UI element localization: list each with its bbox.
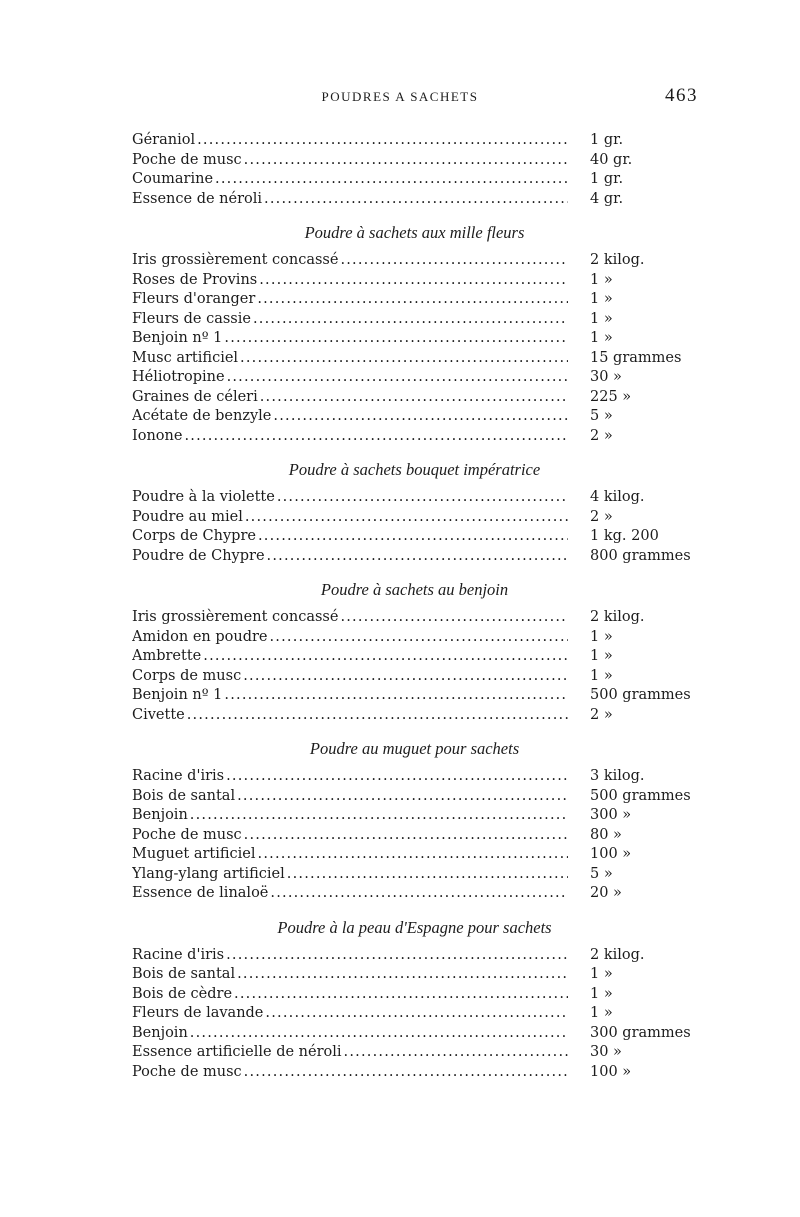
ingredient-name: Poudre au miel ..... — [132, 508, 568, 528]
recipe-section — [132, 131, 697, 209]
ingredient-quantity: 40 gr. — [590, 151, 633, 168]
ingredient-quantity: 2 » — [590, 706, 613, 723]
ingredient-quantity: 1 » — [590, 648, 613, 664]
ingredient-quantity: 5 » — [590, 408, 613, 424]
ingredient-row — [132, 131, 697, 151]
ingredient-name: Musc artificiel ..... — [132, 349, 568, 369]
ingredient-row — [132, 427, 697, 447]
ingredient-row — [132, 767, 697, 787]
recipe-heading: Poudre à sachets aux mille fleurs — [304, 223, 525, 242]
ingredient-row — [132, 329, 697, 349]
ingredient-quantity: 15 grammes — [590, 349, 682, 366]
running-title: POUDRES A SACHETS — [321, 89, 479, 104]
ingredient-name: Benjoin ..... — [132, 1024, 568, 1044]
ingredient-row — [132, 151, 697, 171]
ingredient-row — [132, 787, 697, 807]
ingredient-quantity: 1 » — [590, 667, 613, 684]
ingredient-name: Bois de santal ..... — [132, 787, 568, 807]
ingredient-quantity: 30 » — [590, 369, 622, 385]
ingredient-quantity: 1 » — [590, 310, 613, 327]
ingredient-row — [132, 310, 697, 330]
ingredient-name: Iris grossièrement concassé ..... — [132, 608, 568, 628]
ingredient-row — [132, 290, 697, 310]
ingredient-name: Corps de Chypre ..... — [132, 527, 568, 547]
ingredient-quantity: 2 kilog. — [590, 252, 645, 268]
ingredient-quantity: 4 kilog. — [590, 489, 645, 505]
ingredient-name: Fleurs de cassie ..... — [132, 310, 568, 330]
ingredient-row — [132, 826, 697, 846]
ingredient-name: Amidon en poudre ..... — [132, 628, 568, 648]
ingredient-row — [132, 985, 697, 1005]
ingredient-row — [132, 706, 697, 726]
ingredient-name: Essence de néroli ..... — [132, 190, 568, 210]
page-number: 463 — [665, 85, 698, 106]
recipe-heading: Poudre au muguet pour sachets — [309, 739, 520, 758]
ingredient-name: Poche de musc ..... — [132, 1063, 568, 1083]
ingredient-quantity: 2 kilog. — [590, 609, 645, 625]
ingredient-row — [132, 647, 697, 667]
ingredient-row — [132, 508, 697, 528]
ingredient-row — [132, 608, 697, 628]
recipe-section — [132, 735, 697, 904]
ingredient-quantity: 5 » — [590, 865, 613, 882]
ingredient-name: Coumarine ..... — [132, 170, 568, 190]
ingredient-quantity: 2 » — [590, 508, 613, 525]
ingredient-row — [132, 349, 697, 369]
recipe-section — [132, 456, 697, 566]
ingredient-row — [132, 845, 697, 865]
ingredient-row — [132, 388, 697, 408]
ingredient-name: Roses de Provins ..... — [132, 271, 568, 291]
recipe-section — [132, 219, 697, 446]
ingredient-name: Benjoin nº 1 ..... — [132, 329, 568, 349]
ingredient-name: Essence de linaloë ..... — [132, 884, 568, 904]
ingredient-name: Racine d'iris ..... — [132, 767, 568, 787]
ingredient-row — [132, 686, 697, 706]
ingredient-quantity: 100 » — [590, 1063, 632, 1080]
ingredient-row — [132, 1063, 697, 1083]
ingredient-row — [132, 527, 697, 547]
ingredient-quantity: 3 kilog. — [590, 768, 645, 784]
ingredient-row — [132, 190, 697, 210]
recipe-heading: Poudre à sachets au benjoin — [320, 580, 509, 599]
ingredient-row — [132, 884, 697, 904]
ingredient-quantity: 80 » — [590, 826, 622, 843]
ingredient-row — [132, 965, 697, 985]
ingredient-name: Fleurs d'oranger ..... — [132, 290, 568, 310]
ingredient-name: Muguet artificiel ..... — [132, 845, 568, 865]
ingredient-name: Essence artificielle de néroli ..... — [132, 1043, 568, 1063]
ingredient-name: Benjoin nº 1 ..... — [132, 686, 568, 706]
ingredient-row — [132, 407, 697, 427]
ingredient-quantity: 500 grammes — [590, 687, 691, 703]
ingredient-quantity: 1 kg. 200 — [590, 528, 659, 544]
ingredient-row — [132, 251, 697, 271]
ingredient-quantity: 1 » — [590, 291, 613, 307]
ingredient-name: Benjoin ..... — [132, 806, 568, 826]
ingredient-quantity: 800 grammes — [590, 547, 691, 564]
ingredient-row — [132, 667, 697, 687]
ingredient-name: Ionone ..... — [132, 427, 568, 447]
ingredient-quantity: 1 » — [590, 966, 613, 982]
ingredient-row — [132, 1024, 697, 1044]
ingredient-quantity: 1 gr. — [590, 171, 624, 187]
recipe-heading: Poudre à la peau d'Espagne pour sachets — [277, 917, 552, 937]
ingredient-name: Poudre de Chypre ..... — [132, 547, 568, 567]
ingredient-quantity: 1 » — [590, 985, 613, 1002]
ingredient-name: Poudre à la violette ..... — [132, 488, 568, 508]
recipe-heading: Poudre à sachets bouquet impératrice — [288, 460, 541, 479]
ingredient-quantity: 1 » — [590, 628, 613, 645]
ingredient-row — [132, 368, 697, 388]
ingredient-quantity: 30 » — [590, 1044, 622, 1060]
ingredient-row — [132, 170, 697, 190]
ingredient-quantity: 2 » — [590, 427, 613, 444]
ingredient-quantity: 300 » — [590, 807, 632, 823]
ingredient-row — [132, 806, 697, 826]
ingredient-name: Racine d'iris ..... — [132, 946, 568, 966]
ingredient-name: Corps de musc ..... — [132, 667, 568, 687]
ingredient-quantity: 1 » — [590, 1005, 613, 1021]
ingredient-row — [132, 488, 697, 508]
ingredient-quantity: 4 gr. — [590, 190, 624, 207]
ingredient-row — [132, 1004, 697, 1024]
ingredient-quantity: 300 grammes — [590, 1024, 691, 1041]
ingredient-name: Poche de musc ..... — [132, 826, 568, 846]
ingredient-name: Bois de cèdre ..... — [132, 985, 568, 1005]
ingredient-quantity: 500 grammes — [590, 787, 691, 804]
ingredient-quantity: 1 gr. — [590, 132, 624, 148]
ingredient-name: Ylang-ylang artificiel ..... — [132, 865, 568, 885]
ingredient-row — [132, 271, 697, 291]
recipe-section — [132, 576, 697, 725]
ingredient-quantity: 1 » — [590, 271, 613, 288]
ingredient-name: Ambrette ..... — [132, 647, 568, 667]
ingredient-row — [132, 547, 697, 567]
ingredient-quantity: 20 » — [590, 885, 622, 901]
ingredient-quantity: 1 » — [590, 330, 613, 346]
recipe-list — [132, 131, 697, 1092]
ingredient-row — [132, 1043, 697, 1063]
ingredient-quantity: 2 kilog. — [590, 946, 645, 963]
ingredient-name: Héliotropine ..... — [132, 368, 568, 388]
ingredient-name: Acétate de benzyle ..... — [132, 407, 568, 427]
ingredient-row — [132, 946, 697, 966]
ingredient-row — [132, 865, 697, 885]
ingredient-quantity: 100 » — [590, 846, 632, 862]
ingredient-name: Bois de santal ..... — [132, 965, 568, 985]
recipe-section — [132, 914, 697, 1083]
ingredient-quantity: 225 » — [590, 388, 632, 405]
ingredient-name: Fleurs de lavande ..... — [132, 1004, 568, 1024]
ingredient-name: Graines de céleri ..... — [132, 388, 568, 408]
ingredient-row — [132, 628, 697, 648]
ingredient-name: Civette ..... — [132, 706, 568, 726]
ingredient-name: Géraniol ..... — [132, 131, 568, 151]
ingredient-name: Poche de musc ..... — [132, 151, 568, 171]
ingredient-name: Iris grossièrement concassé ..... — [132, 251, 568, 271]
